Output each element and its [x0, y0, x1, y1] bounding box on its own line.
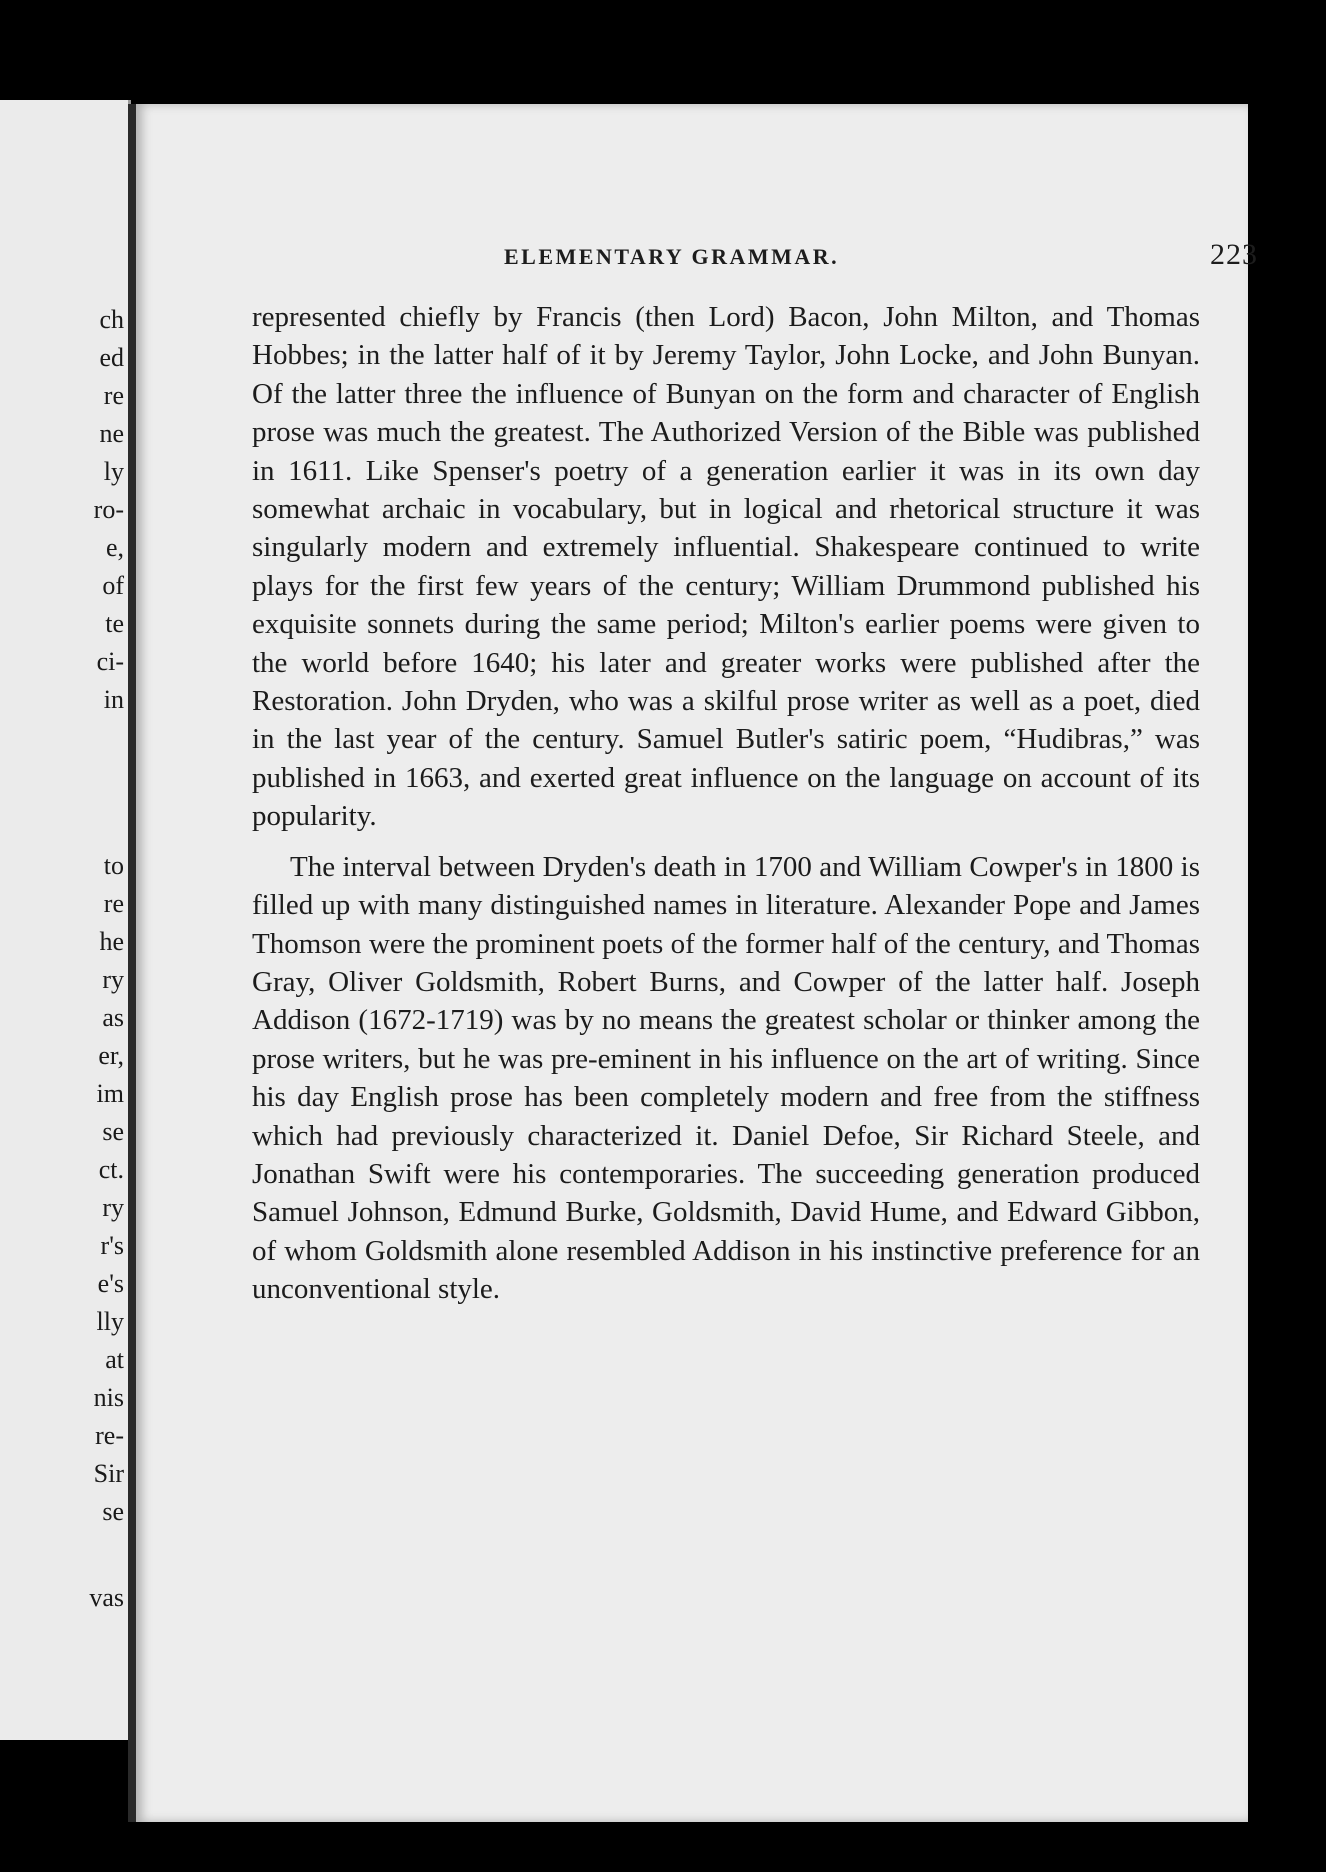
facing-page-fragment: ci- — [96, 647, 124, 676]
facing-page-fragment: ct. — [98, 1155, 124, 1184]
facing-page-fragment: as — [102, 1003, 124, 1032]
facing-page-fragment: vas — [89, 1583, 124, 1612]
facing-page-fragment: ry — [102, 965, 124, 994]
facing-page-fragment: ry — [102, 1193, 124, 1222]
facing-page-fragment: e, — [105, 533, 124, 562]
page-number: 223 — [1210, 238, 1258, 271]
facing-page-fragment: ro- — [93, 495, 124, 524]
facing-page-fragment: re — [103, 889, 124, 918]
running-title: ELEMENTARY GRAMMAR. — [504, 244, 840, 269]
body-text — [252, 298, 1200, 1309]
paragraph: The interval between Dryden's death in 1700 and William Cowper's in 1800 is filled up with many distinguished names in literature. Alexander Pope and James Thomson were the prominent poets of the former half of the century, and Thomas Gray, Oliver Goldsmith, Robert Burns, and Cowper of the latter half. Joseph Addison (1672-1719) was by no means the greatest scholar or thinker among the prose writers, but he was pre-eminent in his influence on the art of writing. Since his day English prose has been completely modern and free from the stiffness which had previously characterized it. Daniel Defoe, Sir Richard Steele, and Jonathan Swift were his contemporaries. The succeeding generation produced Samuel Johnson, Edmund Burke, Goldsmith, David Hume, and Edward Gibbon, of whom Goldsmith alone resembled Addison in his instinctive preference for an unconventional style. — [252, 850, 1200, 1306]
facing-page-fragment: ed — [99, 343, 124, 372]
facing-page-fragment: to — [103, 851, 124, 880]
facing-page-fragments — [0, 100, 128, 1740]
paragraph: represented chiefly by Francis (then Lord) Bacon, John Milton, and Thomas Hobbes; in the latter half of it by Jeremy Taylor, John Locke, and John Bunyan. Of the latter three the influence of Bunyan on the form and character of English prose was much the greatest. The Authorized Version of the Bible was published in 1611. Like Spenser's poetry of a generation earlier it was in its own day somewhat archaic in vocabulary, but in logical and rhetorical structure it was singularly modern and extremely influential. Shakespeare continued to write plays for the first few years of the century; William Drummond published his exquisite sonnets during the same period; Milton's earlier poems were given to the world before 1640; his later and greater works were published after the Restoration. John Dryden, who was a skilful prose writer as well as a poet, died in the last year of the century. Samuel Butler's satiric poem, “Hudibras,” was published in 1663, and exerted great influence on the language on account of its popularity. — [252, 301, 1200, 833]
facing-page-fragment: se — [102, 1117, 124, 1146]
facing-page-fragment: nis — [93, 1383, 124, 1412]
facing-page-fragment: ne — [99, 419, 124, 448]
facing-page-fragment: in — [103, 685, 124, 714]
facing-page-fragment: er, — [98, 1041, 124, 1070]
facing-page-fragment: lly — [96, 1307, 124, 1336]
facing-page — [0, 100, 131, 1740]
facing-page-fragment: re — [103, 381, 124, 410]
facing-page-fragment: se — [102, 1497, 124, 1526]
facing-page-fragment: ly — [103, 457, 124, 486]
book-page — [128, 104, 1258, 1822]
facing-page-fragment: he — [99, 927, 124, 956]
facing-page-fragment: im — [96, 1079, 124, 1108]
facing-page-fragment: at — [105, 1345, 124, 1374]
facing-page-fragment: of — [102, 571, 124, 600]
facing-page-fragment: e's — [97, 1269, 124, 1298]
facing-page-fragment: r's — [100, 1231, 124, 1260]
facing-page-fragment: re- — [95, 1421, 124, 1450]
facing-page-fragment: ch — [99, 305, 124, 334]
facing-page-fragment: te — [105, 609, 124, 638]
page-header — [266, 238, 1286, 278]
facing-page-fragment: Sir — [93, 1459, 124, 1488]
